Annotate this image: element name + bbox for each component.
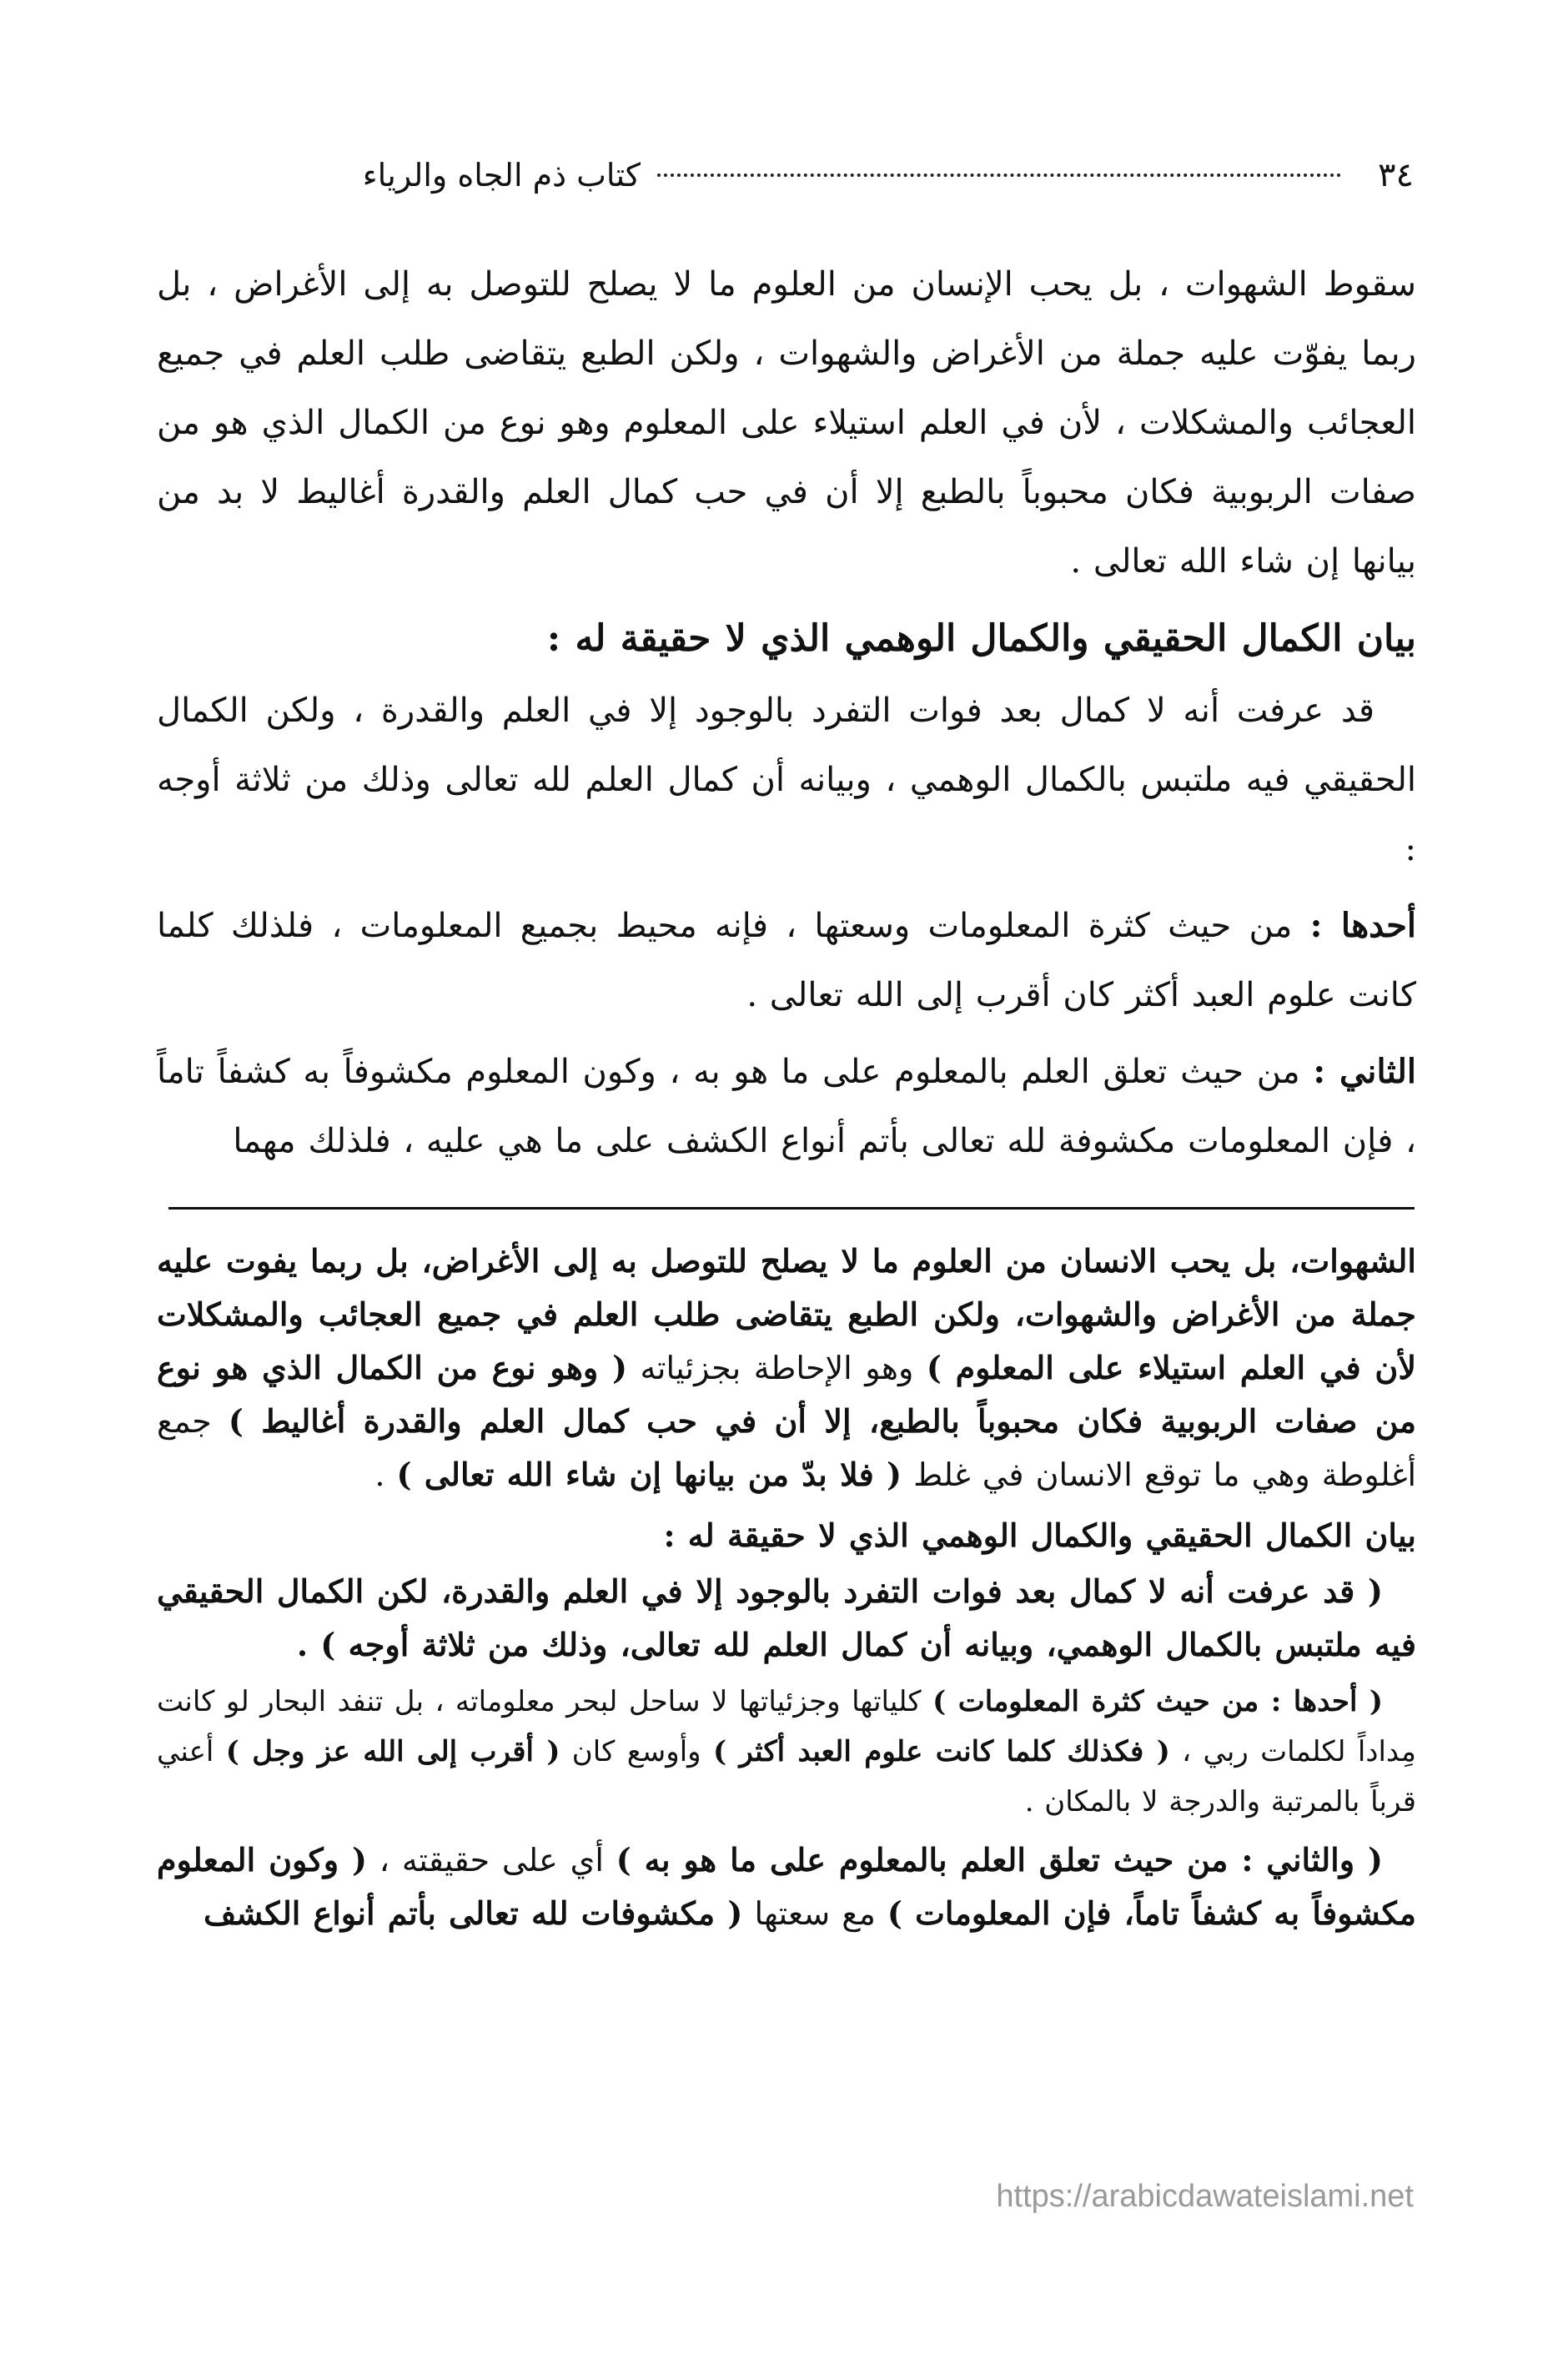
f5-bold-c: ( وكون المعلوم مكشوفاً به كشفاً تاماً، فإن المعلومات ) <box>157 1841 1416 1932</box>
f1-bold-c: ( وهو نوع من الكمال الذي هو نوع من صفات الربوبية فكان محبوباً بالطبع، إلا أن في حب كمال العلم والقدرة أغاليط ) <box>157 1349 1416 1440</box>
f4-bold-a: ( أحدها : من حيث كثرة المعلومات ) <box>932 1685 1383 1718</box>
para4-text: من حيث تعلق العلم بالمعلوم على ما هو به ، وكون المعلوم مكشوفاً به كشفاً تاماً ، فإن المعلومات مكشوفة لله تعالى بأتم أنواع الكشف على ما هي عليه ، فلذلك مهما <box>157 1053 1416 1160</box>
f5-bold-e: ( مكشوفات لله تعالى بأتم أنواع الكشف <box>203 1894 743 1932</box>
f4-plain-b: كلياتها وجزئياتها لا ساحل لبحر معلوماته ، بل تنفد البحار لو كانت مِداداً لكلمات ربي ، <box>157 1685 1416 1768</box>
f4-plain-f: أعني قرباً بالمرتبة والدرجة لا بالمكان . <box>157 1735 1416 1818</box>
f1-plain-b: وهو الإحاطة بجزئياته <box>626 1350 927 1386</box>
footnote-3: ( قد عرفت أنه لا كمال بعد فوات التفرد بالوجود إلا في العلم والقدرة، لكن الكمال الحقيقي فيه ملتبس بالكمال الوهمي، وبيانه أن كمال العلم لله تعالى، وذلك من ثلاثة أوجه ) . <box>157 1572 1416 1663</box>
footnote-1 <box>157 1235 1416 1501</box>
f4-bold-e: ( أقرب إلى الله عز وجل ) <box>225 1735 560 1768</box>
page-number: ٣٤ <box>1378 156 1414 194</box>
f1-plain-f: . <box>374 1456 397 1493</box>
main-paragraph-3 <box>157 891 1416 1030</box>
f1-plain-d: جمع أغلوطة وهي ما توقع الانسان في غلط <box>157 1403 1416 1493</box>
f4-bold-c: ( فكذلك كلما كانت علوم العبد أكثر ) <box>712 1735 1170 1768</box>
f5-plain-d: مع سعتها <box>742 1895 887 1932</box>
page-header <box>163 150 1414 200</box>
f1-bold-e: ( فلا بدّ من بيانها إن شاء الله تعالى ) <box>396 1456 902 1493</box>
f1-bold-a: الشهوات، بل يحب الانسان من العلوم ما لا يصلح للتوصل به إلى الأغراض، بل ربما يفوت عليه جملة من الأغراض والشهوات، ولكن الطبع يتقاضى طلب العلم في جميع العجائب والمشكلات لأن في العلم استيلاء على المعلوم ) <box>157 1242 1417 1386</box>
footnote-4 <box>157 1677 1416 1827</box>
para3-text: من حيث كثرة المعلومات وسعتها ، فإنه محيط بجميع المعلومات ، فلذلك كلما كانت علوم العبد أكثر كان أقرب إلى الله تعالى . <box>157 907 1416 1014</box>
main-paragraph-4 <box>157 1037 1416 1176</box>
main-paragraph-1: سقوط الشهوات ، بل يحب الإنسان من العلوم ما لا يصلح للتوصل به إلى الأغراض ، بل ربما يفوّت عليه جملة من الأغراض والشهوات ، ولكن الطبع يتقاضى طلب العلم في جميع العجائب والمشكلات ، لأن في العلم استيلاء على المعلوم وهو نوع من الكمال الذي هو من صفات الربوبية فكان محبوباً بالطبع إلا أن في حب كمال العلم والقدرة أغاليط لا بد من بيانها إن شاء الله تعالى . <box>157 265 1416 581</box>
book-title: كتاب ذم الجاه والرياء <box>362 157 641 194</box>
footnote-section-title: بيان الكمال الحقيقي والكمال الوهمي الذي لا حقيقة له : <box>663 1516 1416 1554</box>
f5-plain-b: أي على حقيقته ، <box>367 1842 616 1879</box>
footnotes <box>157 1235 1416 1940</box>
footnote-5 <box>157 1833 1416 1940</box>
main-text <box>157 250 1416 1176</box>
f4-plain-d: وأوسع كان <box>560 1735 713 1768</box>
section-title: بيان الكمال الحقيقي والكمال الوهمي الذي لا حقيقة له : <box>546 617 1416 660</box>
para4-lead: الثاني : <box>1313 1052 1416 1091</box>
watermark-url: https://arabicdawateislami.net <box>996 2179 1414 2214</box>
footnote-separator <box>168 1207 1415 1210</box>
main-paragraph-2: قد عرفت أنه لا كمال بعد فوات التفرد بالوجود إلا في العلم والقدرة ، ولكن الكمال الحقيقي فيه ملتبس بالكمال الوهمي ، وبيانه أن كمال العلم لله تعالى وذلك من ثلاثة أوجه : <box>157 692 1416 868</box>
header-dotted-leader <box>657 174 1341 177</box>
f5-bold-a: ( والثاني : من حيث تعلق العلم بالمعلوم على ما هو به ) <box>616 1841 1384 1879</box>
para3-lead: أحدها : <box>1309 906 1416 945</box>
